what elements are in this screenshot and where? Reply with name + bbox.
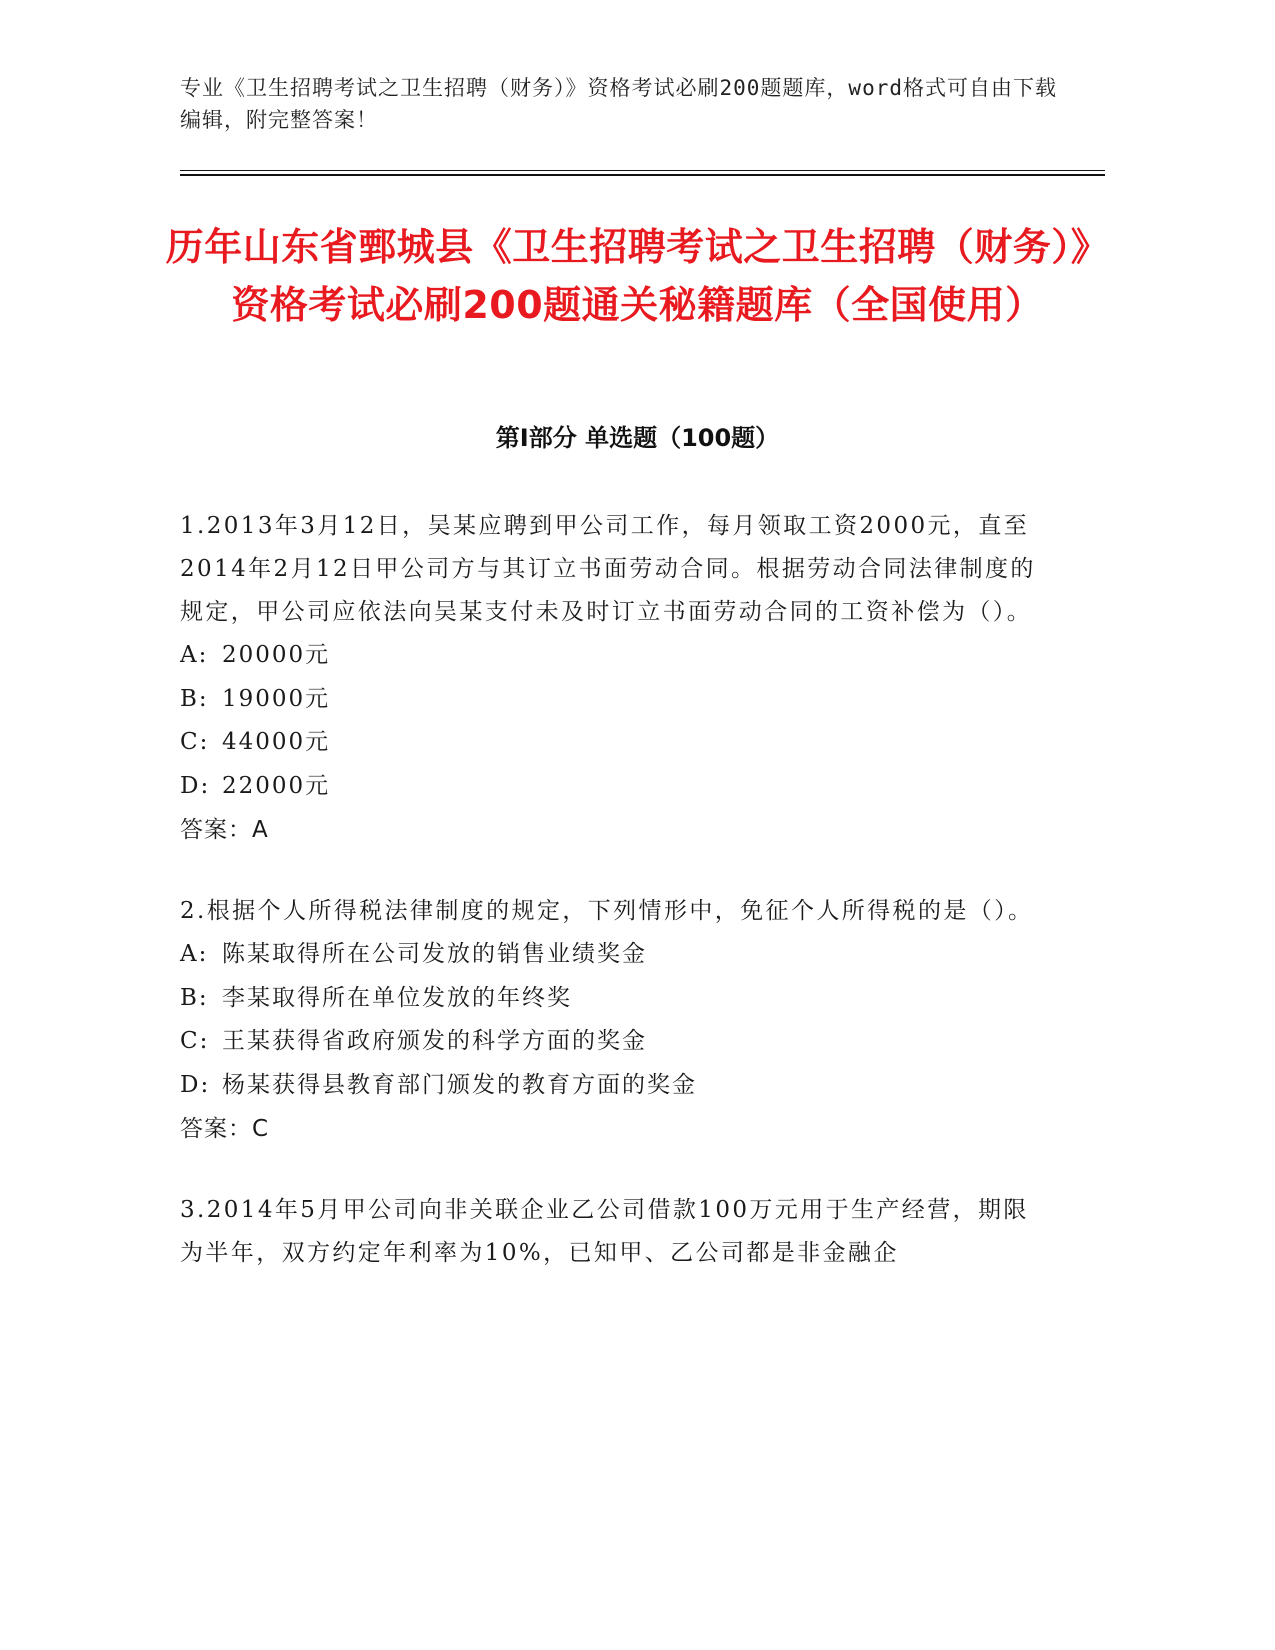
option-text: 王某获得省政府颁发的科学方面的奖金 — [222, 1028, 647, 1054]
option-key: D: — [180, 1071, 211, 1098]
document-title: 历年山东省鄄城县《卫生招聘考试之卫生招聘（财务）》资格考试必刷200题通关秘籍题库（全国使用） — [165, 225, 1110, 327]
option-d — [180, 765, 1040, 809]
option-a — [180, 634, 1040, 678]
header-note: 专业《卫生招聘考试之卫生招聘（财务）》资格考试必刷200题题库，word格式可自由下载编辑，附完整答案！ — [180, 76, 1057, 132]
option-key: B: — [180, 984, 209, 1011]
option-text: 44000元 — [222, 729, 331, 755]
option-key: D: — [180, 772, 211, 799]
option-text: 李某取得所在单位发放的年终奖 — [222, 984, 572, 1011]
answer: 答案：A — [180, 817, 269, 843]
option-text: 20000元 — [222, 642, 331, 668]
question-list — [180, 505, 1040, 1313]
question-2 — [180, 890, 1040, 1151]
header-rule-thick — [180, 174, 1105, 176]
option-c — [180, 1020, 1040, 1064]
option-text: 陈某取得所在公司发放的销售业绩奖金 — [222, 941, 647, 967]
option-key: A: — [180, 941, 209, 967]
header-rule-thin — [180, 170, 1105, 171]
option-text: 22000元 — [222, 772, 331, 799]
option-text: 杨某获得县教育部门颁发的教育方面的奖金 — [222, 1071, 697, 1098]
question-3 — [180, 1189, 1040, 1275]
answer: 答案：C — [180, 1116, 270, 1142]
option-key: B: — [180, 685, 209, 712]
question-1 — [180, 505, 1040, 852]
option-text: 19000元 — [222, 685, 331, 712]
option-b — [180, 678, 1040, 722]
option-key: A: — [180, 642, 209, 668]
question-text: 2.根据个人所得税法律制度的规定，下列情形中，免征个人所得税的是（）。 — [180, 898, 1034, 924]
question-text: 1.2013年3月12日，吴某应聘到甲公司工作，每月领取工资2000元，直至2014年2月12日甲公司方与其订立书面劳动合同。根据劳动合同法律制度的规定，甲公司应依法向吴某支付未及时订立书面劳动合同的工资补偿为（）。 — [180, 513, 1036, 625]
option-a — [180, 933, 1040, 977]
option-key: C: — [180, 1028, 210, 1054]
option-d — [180, 1064, 1040, 1108]
question-text: 3.2014年5月甲公司向非关联企业乙公司借款100万元用于生产经营，期限为半年，双方约定年利率为10%，已知甲、乙公司都是非金融企 — [180, 1197, 1029, 1266]
section-title: 第I部分 单选题（100题） — [495, 424, 780, 452]
option-key: C: — [180, 729, 210, 755]
option-c — [180, 721, 1040, 765]
option-b — [180, 977, 1040, 1021]
